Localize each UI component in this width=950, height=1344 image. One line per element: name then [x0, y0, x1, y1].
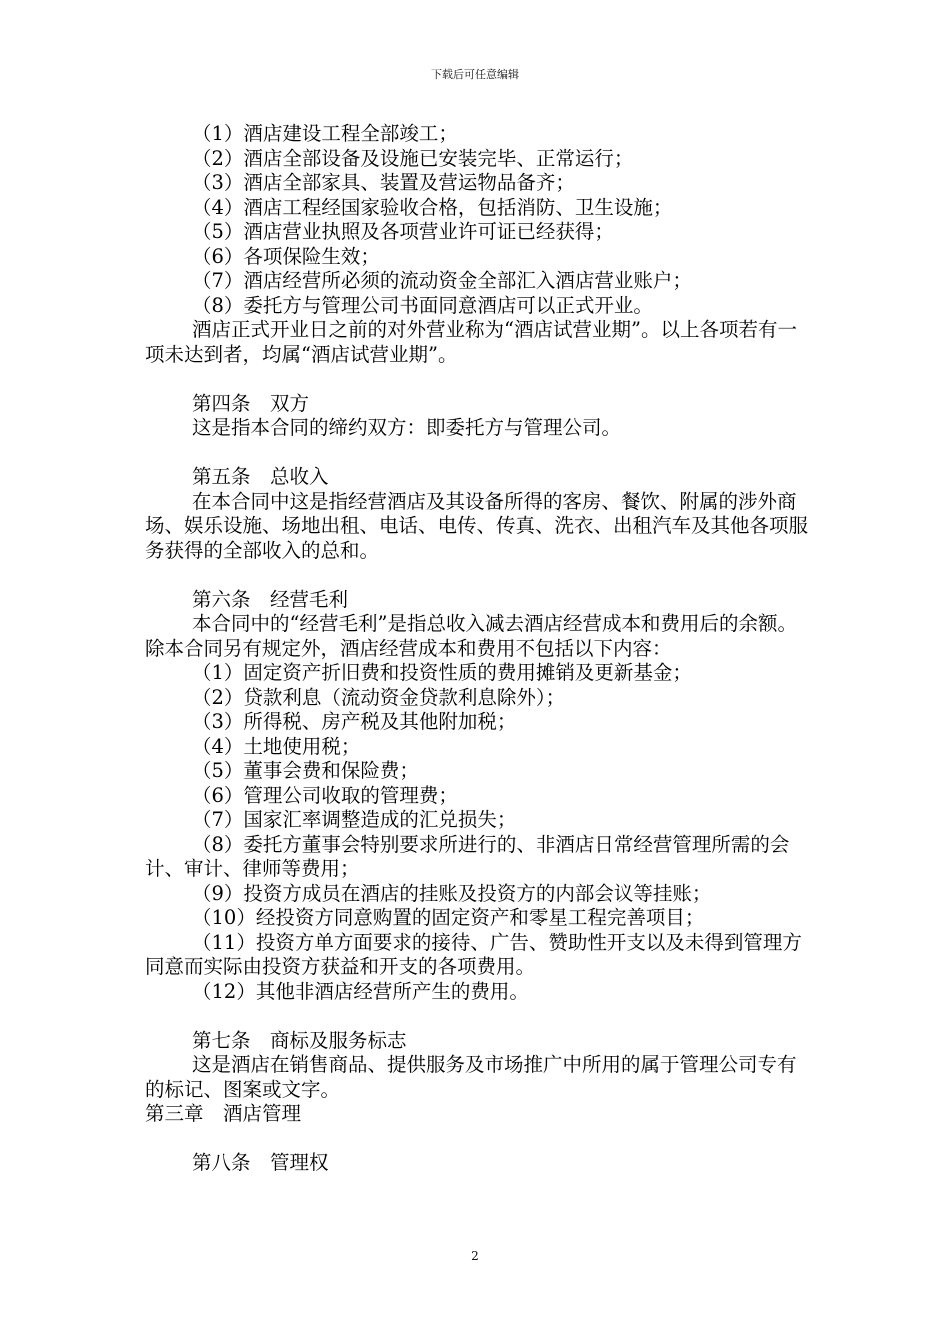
- article-4-body: 这是指本合同的缔约双方：即委托方与管理公司。: [192, 416, 622, 439]
- list-item: （7）国家汇率调整造成的汇兑损失；: [192, 808, 517, 831]
- list-item: （1）酒店建设工程全部竣工；: [192, 122, 458, 145]
- article-5-body: 在本合同中这是指经营酒店及其设备所得的客房、餐饮、附属的涉外商场、娱乐设施、场地出租、电话、电传、传真、洗衣、出租汽车及其他各项服务获得的全部收入的总和。: [145, 489, 809, 562]
- list-item: （10）经投资方同意购置的固定资产和零星工程完善项目；: [192, 906, 705, 929]
- list-item: （2）贷款利息（流动资金贷款利息除外）；: [192, 685, 566, 709]
- chapter-3-title: 第三章 酒店管理: [145, 1102, 302, 1125]
- list-item: （6）各项保险生效；: [192, 244, 380, 268]
- page-header: 下载后可任意编辑: [431, 68, 519, 81]
- article-7-title: 第七条 商标及服务标志: [192, 1028, 407, 1052]
- list-item: （8）委托方与管理公司书面同意酒店可以正式开业。: [192, 293, 653, 317]
- list-item: （4）土地使用税；: [192, 734, 361, 758]
- list-item: （6）管理公司收取的管理费；: [192, 783, 458, 807]
- list-item: （7）酒店经营所必须的流动资金全部汇入酒店营业账户；: [192, 269, 692, 292]
- list-item: （3）所得税、房产税及其他附加税；: [192, 710, 517, 733]
- page-number: 2: [471, 1249, 479, 1263]
- article-6-title: 第六条 经营毛利: [192, 587, 349, 611]
- list-item: （1）固定资产折旧费和投资性质的费用摊销及更新基金；: [192, 661, 692, 684]
- list-item: （9）投资方成员在酒店的挂账及投资方的内部会议等挂账；: [192, 881, 712, 905]
- list-item: （5）董事会费和保险费；: [192, 759, 419, 782]
- list-item: （2）酒店全部设备及设施已安装完毕、正常运行；: [192, 146, 634, 170]
- document-body: [145, 122, 810, 1176]
- list-item: （4）酒店工程经国家验收合格，包括消防、卫生设施；: [192, 195, 673, 219]
- list-item: （8）委托方董事会特别要求所进行的、非酒店日常经营管理所需的会计、审计、律师等费用；: [145, 832, 790, 880]
- list-item: （3）酒店全部家具、装置及营运物品备齐；: [192, 171, 575, 194]
- article-7-body: 这是酒店在销售商品、提供服务及市场推广中所用的属于管理公司专有的标记、图案或文字。: [145, 1053, 797, 1101]
- list-item: （11）投资方单方面要求的接待、广告、赞助性开支以及未得到管理方同意而实际由投资方获益和开支的各项费用。: [145, 930, 802, 978]
- paragraph-trial-period: 酒店正式开业日之前的对外营业称为“酒店试营业期”。以上各项若有一项未达到者，均属“酒店试营业期”。: [145, 318, 797, 366]
- article-6-body: 本合同中的“经营毛利”是指总收入减去酒店经营成本和费用后的余额。除本合同另有规定外，酒店经营成本和费用不包括以下内容：: [145, 612, 797, 660]
- list-item: （5）酒店营业执照及各项营业许可证已经获得；: [192, 220, 614, 243]
- article-5-title: 第五条 总收入: [192, 465, 329, 488]
- list-item: （12）其他非酒店经营所产生的费用。: [192, 979, 529, 1003]
- article-8-title: 第八条 管理权: [192, 1151, 329, 1174]
- article-4-title: 第四条 双方: [192, 391, 310, 415]
